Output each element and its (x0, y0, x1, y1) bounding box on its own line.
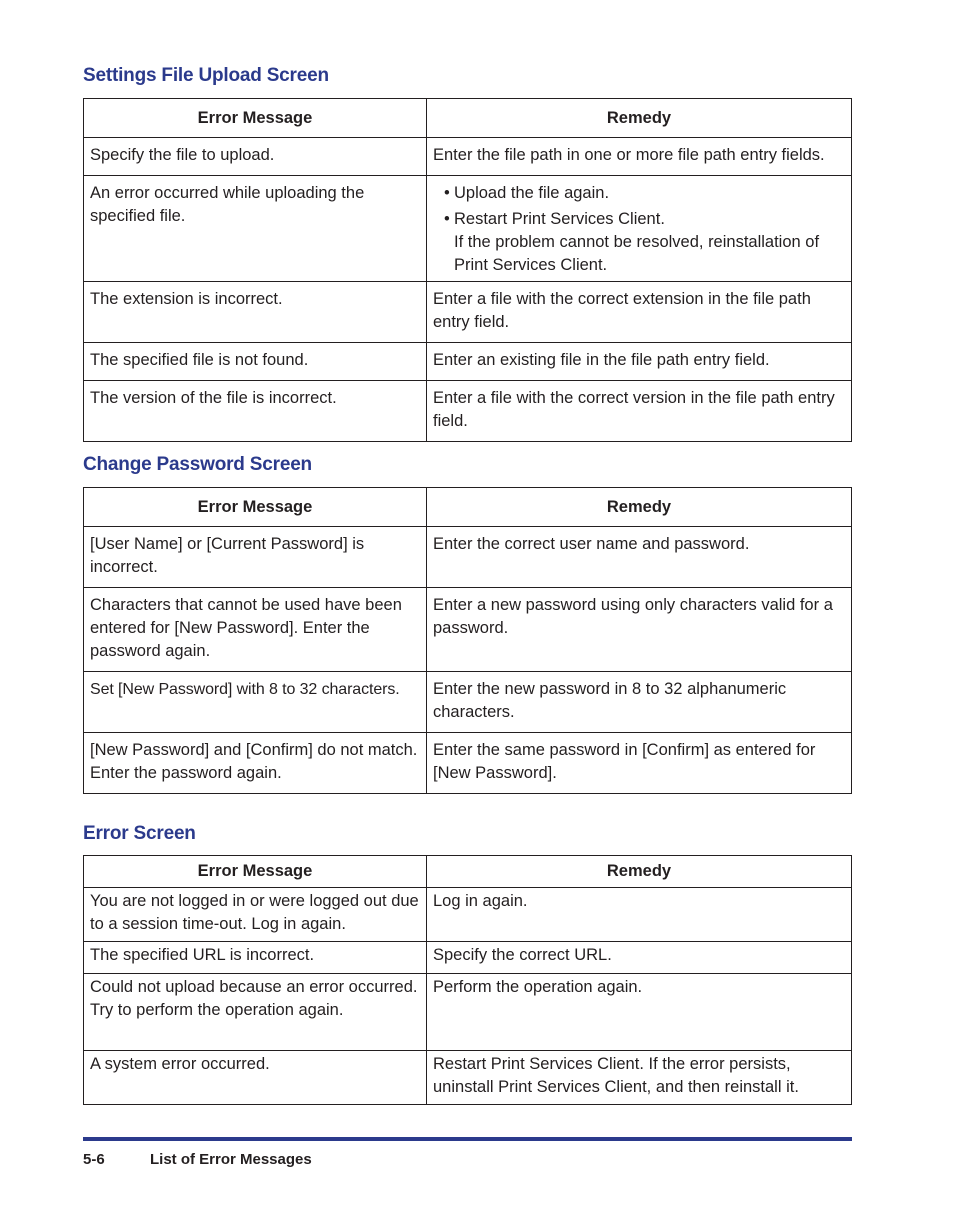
footer-divider (83, 1137, 852, 1141)
table-header-row (84, 488, 852, 527)
table-row (84, 672, 852, 733)
error-message-cell: A system error occurred. (84, 1051, 427, 1105)
error-message-line: Try to perform the operation again. (90, 1001, 344, 1019)
header-remedy: Remedy (427, 99, 852, 138)
remedy-cell: Restart Print Services Client. If the error persists, uninstall Print Services Client, and then reinstall it. (427, 1051, 852, 1105)
error-message-cell: An error occurred while uploading the specified file. (84, 176, 427, 282)
remedy-cell: Specify the correct URL. (427, 942, 852, 974)
remedy-cell: Enter a file with the correct extension in the file path entry field. (427, 282, 852, 343)
header-error-message: Error Message (84, 856, 427, 888)
table-header-row (84, 856, 852, 888)
page-number: 5-6 (83, 1151, 105, 1168)
table-row (84, 138, 852, 176)
remedy-bullet-item: • Upload the file again. (427, 182, 845, 205)
header-error-message: Error Message (84, 99, 427, 138)
header-remedy: Remedy (427, 488, 852, 527)
section-title-error-screen: Error Screen (83, 823, 196, 844)
table-row (84, 888, 852, 942)
remedy-cell (427, 176, 852, 282)
table-row (84, 282, 852, 343)
section-title-settings-file-upload: Settings File Upload Screen (83, 65, 329, 86)
table-row (84, 733, 852, 794)
remedy-cell: Enter the same password in [Confirm] as entered for [New Password]. (427, 733, 852, 794)
error-message-cell: Set [New Password] with 8 to 32 characters. (84, 672, 427, 733)
header-error-message: Error Message (84, 488, 427, 527)
table-row (84, 942, 852, 974)
footer-chapter-label: List of Error Messages (150, 1151, 312, 1168)
error-message-cell: [User Name] or [Current Password] is incorrect. (84, 527, 427, 588)
table-row (84, 381, 852, 442)
table-row (84, 974, 852, 1051)
header-remedy: Remedy (427, 856, 852, 888)
table-row (84, 588, 852, 672)
error-message-cell: The extension is incorrect. (84, 282, 427, 343)
table-row (84, 1051, 852, 1105)
table-row (84, 176, 852, 282)
error-message-cell: The specified file is not found. (84, 343, 427, 381)
remedy-cell: Perform the operation again. (427, 974, 852, 1051)
settings-file-upload-error-table (83, 98, 852, 442)
error-message-cell: You are not logged in or were logged out due to a session time-out. Log in again. (84, 888, 427, 942)
section-title-change-password: Change Password Screen (83, 454, 312, 475)
table-row (84, 343, 852, 381)
table-row (84, 527, 852, 588)
error-message-cell: The version of the file is incorrect. (84, 381, 427, 442)
error-message-cell: The specified URL is incorrect. (84, 942, 427, 974)
remedy-note: If the problem cannot be resolved, reinstallation of Print Services Client. (454, 233, 820, 274)
remedy-bullet-text: Restart Print Services Client. (454, 210, 665, 228)
remedy-cell: Enter the file path in one or more file path entry fields. (427, 138, 852, 176)
remedy-cell: Enter an existing file in the file path entry field. (427, 343, 852, 381)
error-message-line: Could not upload because an error occurred. (90, 978, 418, 996)
remedy-cell: Enter a new password using only characters valid for a password. (427, 588, 852, 672)
remedy-bullet-list (427, 182, 845, 277)
remedy-cell: Log in again. (427, 888, 852, 942)
remedy-cell: Enter the new password in 8 to 32 alphanumeric characters. (427, 672, 852, 733)
table-header-row (84, 99, 852, 138)
remedy-bullet-item (427, 208, 845, 277)
error-message-cell: [New Password] and [Confirm] do not match. Enter the password again. (84, 733, 427, 794)
change-password-error-table (83, 487, 852, 794)
error-message-cell (84, 974, 427, 1051)
remedy-cell: Enter the correct user name and password. (427, 527, 852, 588)
error-screen-error-table (83, 855, 852, 1105)
error-message-cell: Characters that cannot be used have been entered for [New Password]. Enter the password again. (84, 588, 427, 672)
remedy-cell: Enter a file with the correct version in the file path entry field. (427, 381, 852, 442)
error-message-cell: Specify the file to upload. (84, 138, 427, 176)
